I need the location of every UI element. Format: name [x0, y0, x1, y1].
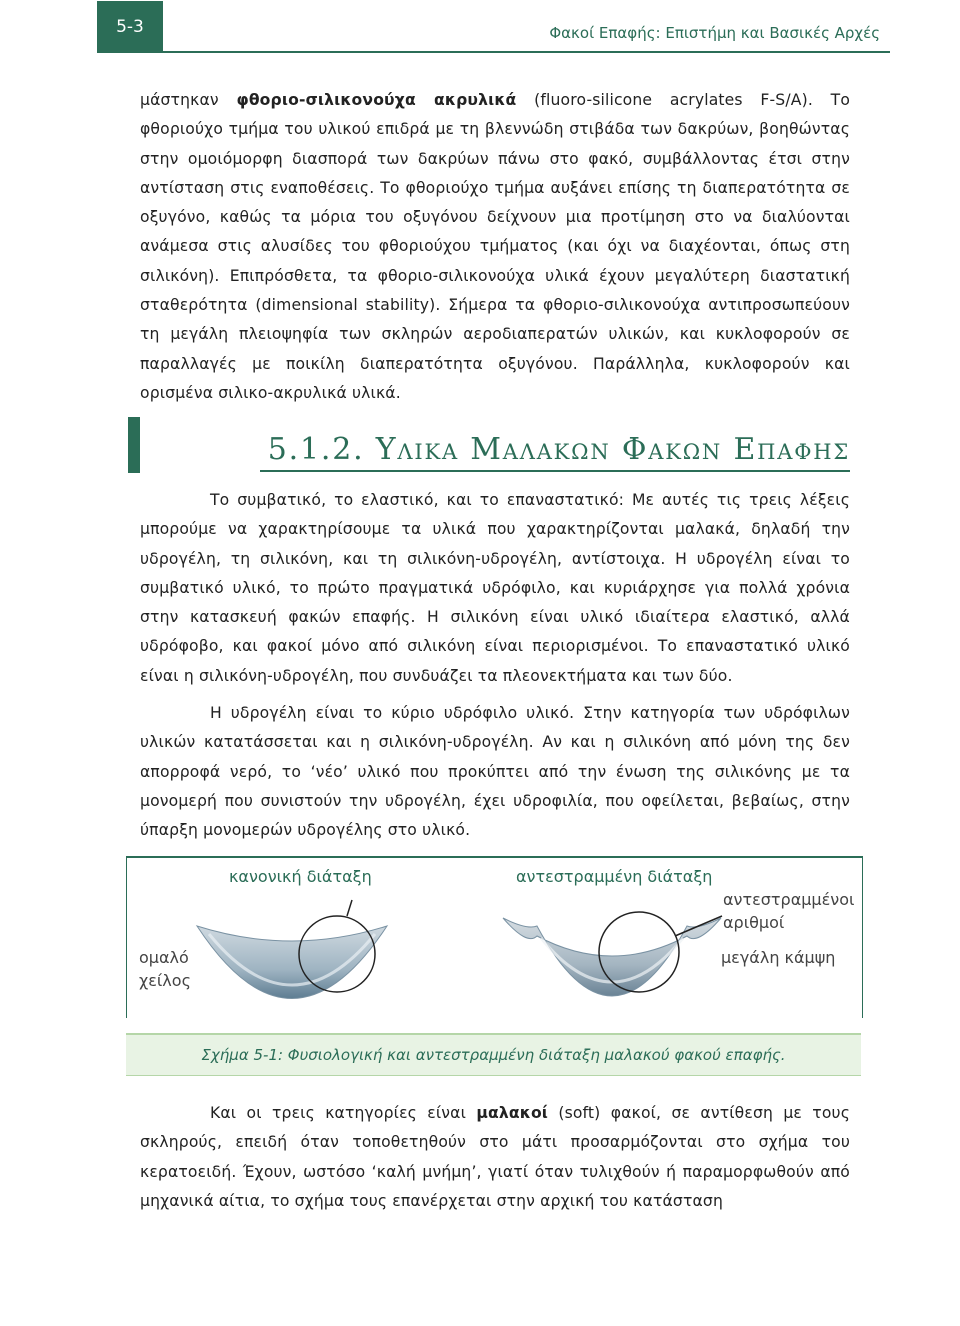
note-large-bend: μεγάλη κάμψη — [721, 948, 836, 967]
figure-caption-box — [126, 1033, 861, 1076]
label-inverted: αντεστραμμένη διάταξη — [516, 867, 713, 886]
note-smooth-edge: ομαλό χείλος — [139, 948, 191, 990]
figure-caption: Σχήμα 5-1: Φυσιολογική και αντεστραμμένη διάταξη μαλακού φακού επαφής. — [201, 1046, 786, 1064]
label-normal: κανονική διάταξη — [229, 867, 372, 886]
section-bar — [128, 417, 140, 473]
lens-figure — [126, 856, 863, 1018]
note-inverted-numbers: αντεστραμμένοι αριθμοί — [723, 890, 855, 932]
section-title: 5.1.2. Υλικα Μαλακων Φακων Επαφης — [267, 432, 850, 467]
term-soft: μαλακοί — [476, 1104, 549, 1122]
term-fluoro-silicone: φθοριο-σιλικονούχα ακρυλικά — [236, 91, 517, 109]
section-underline — [260, 470, 850, 472]
running-title: Φακοί Επαφής: Επιστήμη και Βασικές Αρχές — [549, 24, 880, 42]
paragraph-3: Η υδρογέλη είναι το κύριο υδρόφιλο υλικό. Στην κατηγορία των υδρόφιλων υλικών κατατάσσεται και η σιλικόνη-υδρογέλη. Αν και η σιλικόνη από μόνη της δεν απορροφά νερό, το ‘νέο’ υλικό που προκύπτει από την ένωση της σιλικόνης με τα μονομερή που συνιστούν την υδρογέλη, έχει υδροφιλία, που οφείλεται, βεβαίως, στην ύπαρξη μονομερών υδρογέλης στο υλικό. — [140, 704, 850, 840]
paragraph-4: Και οι τρεις κατηγορίες είναι μαλακοί (soft) φακοί, σε αντίθεση με τους σκληρούς, επειδή όταν τοποθετηθούν στο μάτι προσαρμόζονται στο σχήμα του κερατοειδή. Έχουν, ωστόσο ‘καλή μνήμη’, γιατί όταν τυλιχθούν ή παραμορφωθούν από μηχανικά αίτια, το σχήμα τους επανέρχεται στην αρχική του κατάσταση — [140, 1104, 850, 1210]
page-number: 5-3 — [97, 1, 163, 53]
header-rule — [163, 51, 890, 53]
paragraph-1: μάστηκαν φθοριο-σιλικονούχα ακρυλικά (fluoro-silicone acrylates F-S/A). Το φθοριούχο τμήμα του υλικού επιδρά με τη βλεννώδη στιβάδα των δακρύων, βοηθώντας στην ομοιόμορφη διασπορά των δακρύων πάνω στο φακό, συμβάλλοντας έτσι στην αντίσταση στις εναποθέσεις. Το φθοριούχο τμήμα αυξάνει επίσης τη διαπερατότητα σε οξυγόνο, καθώς τα μόρια του οξυγόνου δείχνουν μια προτίμηση στο να διαλύονται ανάμεσα στις αλυσίδες του φθοριούχου τμήματος (και όχι να διαχέονται, όπως στη σιλικόνη). Επιπρόσθετα, τα φθοριο-σιλικονούχα υλικά έχουν μεγαλύτερη διαστατική σταθερότητα (dimensional stability). Σήμερα τα φθοριο-σιλικονούχα αντιπροσωπεύουν τη μεγάλη πλειοψηφία των σκληρών αεροδιαπερατών υλικών, και κυκλοφορούν σε παραλλαγές με ποικίλη διαπερατότητα οξυγόνου. Παράλληλα, κυκλοφορούν και ορισμένα σιλικο-ακρυλικά υλικά. — [140, 91, 851, 402]
normal-lens-image — [187, 896, 397, 1016]
paragraph-2: Το συμβατικό, το ελαστικό, και το επαναστατικό: Με αυτές τις τρεις λέξεις μπορούμε να χαρακτηρίσουμε τα υλικά που χαρακτηρίζονται μαλακά, δηλαδή την υδρογέλη, τη σιλικόνη, και τη σιλικόνη-υδρογέλη, αντίστοιχα. Η υδρογέλη είναι το συμβατικό υλικό, το πρώτο πραγματικά υδρόφιλο, και κυριάρχησε για πολλά χρόνια στην κατασκευή φακών επαφής. Η σιλικόνη είναι υλικό ιδιαίτερα ελαστικό, αλλά υδρόφοβο, και φακοί μόνο από σιλικόνη είναι περιορισμένοι. Το επαναστατικό υλικό είναι η σιλικόνη-υδρογέλη, που συνδυάζει τα πλεονεκτήματα και των δύο. — [140, 491, 850, 685]
inverted-lens-image — [497, 896, 727, 1016]
